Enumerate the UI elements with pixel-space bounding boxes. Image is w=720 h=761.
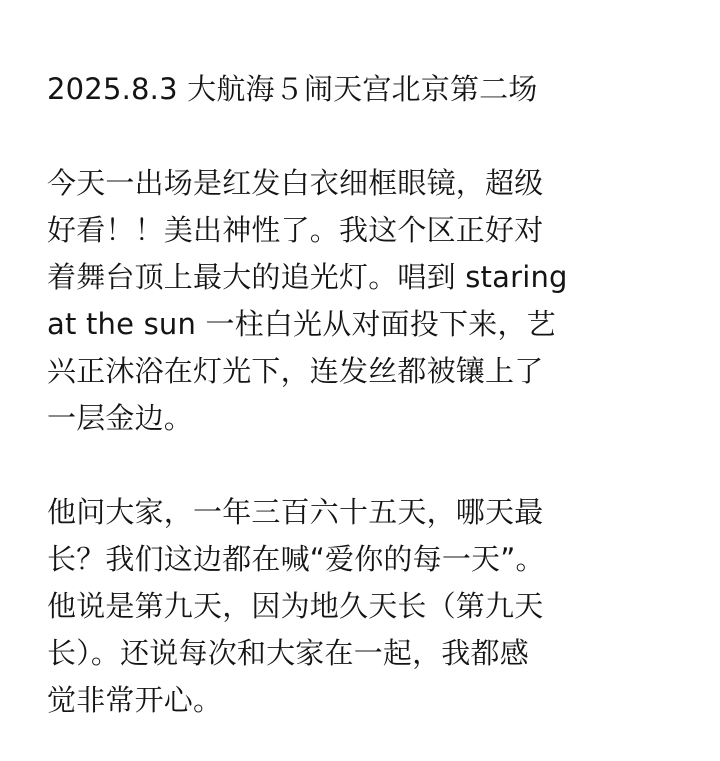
paragraph-line: 长？我们这边都在喊“爱你的每一天”。 [47,542,545,576]
paragraph-1 [47,160,677,442]
paragraph-line: 觉非常开心。 [47,683,223,717]
paragraph-line: at the sun 一柱白光从对面投下来，艺 [47,307,556,341]
paragraph-spacer [47,442,677,489]
paragraph-line: 今天一出场是红发白衣细框眼镜，超级 [47,166,544,200]
paragraph-line: 他说是第九天，因为地久天长（第九天 [47,589,544,623]
paragraph-spacer [47,113,677,160]
note-title: 2025.8.3 大航海５闹天宫北京第二场 [47,72,538,106]
paragraph-line: 一层金边。 [47,401,194,435]
paragraph-line: 好看！！美出神性了。我这个区正好对 [47,213,544,247]
paragraph-line: 兴正沐浴在灯光下，连发丝都被镶上了 [47,354,544,388]
paragraph-line: 他问大家，一年三百六十五天，哪天最 [47,495,544,529]
note-body [47,66,677,724]
paragraph-line: 长）。还说每次和大家在一起，我都感 [47,636,529,670]
paragraph-2 [47,489,677,724]
paragraph-line: 着舞台顶上最大的追光灯。唱到 staring [47,260,568,294]
